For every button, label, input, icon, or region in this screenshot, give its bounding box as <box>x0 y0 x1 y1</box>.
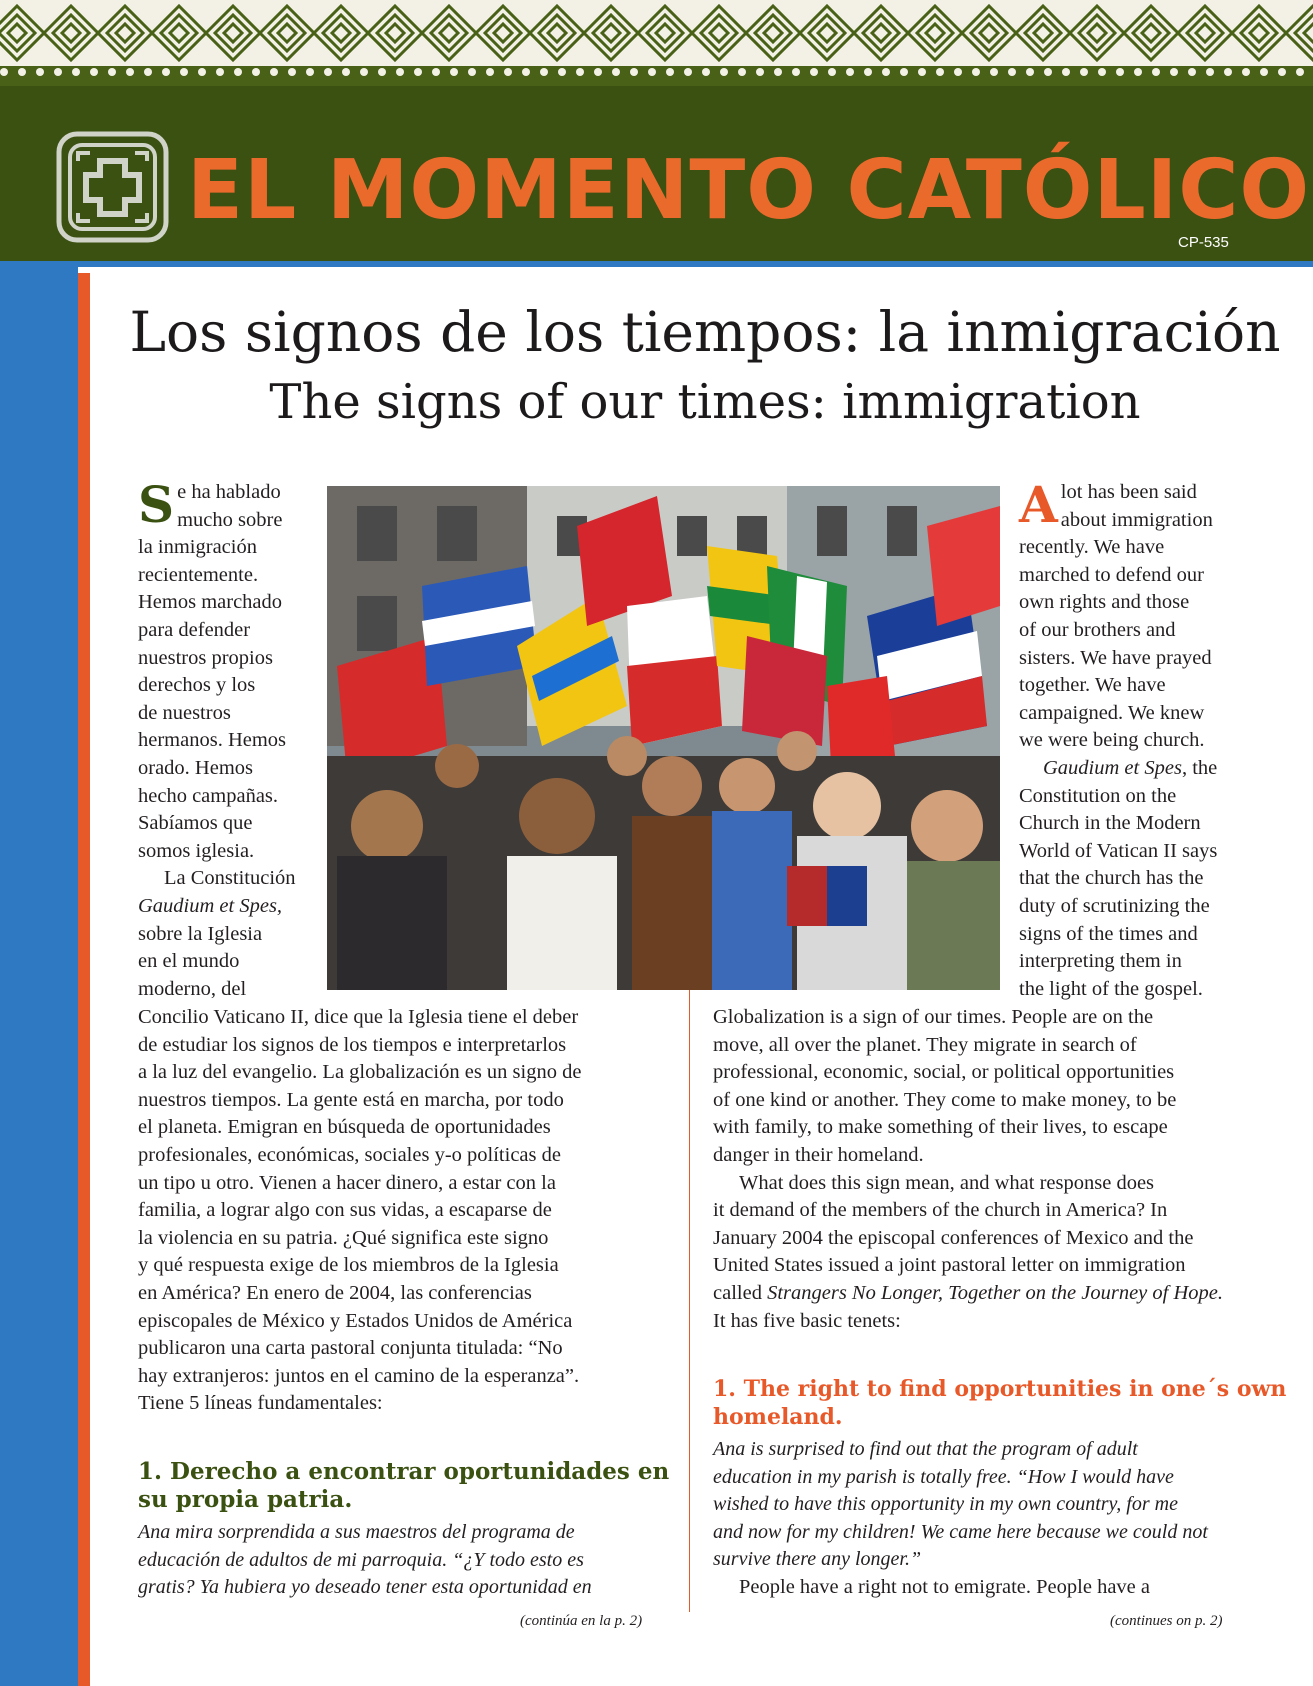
pattern-bead <box>936 68 944 76</box>
pattern-bead <box>1260 68 1268 76</box>
text-line: mucho sobre <box>177 508 283 531</box>
text-line: la inmigración <box>138 536 257 559</box>
english-intro <box>1019 475 1249 1003</box>
text-line: recently. We have <box>1019 536 1165 559</box>
text-line: the light of the gospel. <box>1019 977 1203 1000</box>
heading-line: su propia patria. <box>138 1486 353 1513</box>
pattern-bead <box>864 68 872 76</box>
text-line: survive there any longer.” <box>713 1548 922 1571</box>
continued-spanish: (continúa en la p. 2) <box>520 1613 643 1629</box>
pattern-bead <box>1080 68 1088 76</box>
pattern-bead <box>1008 68 1016 76</box>
pattern-bead <box>216 68 224 76</box>
pattern-bead <box>594 68 602 76</box>
text-line: Concilio Vaticano II, dice que la Iglesia tiene el deber <box>138 1006 579 1028</box>
pattern-bead <box>234 68 242 76</box>
pattern-bead <box>756 68 764 76</box>
pattern-bead <box>36 68 44 76</box>
pattern-bead <box>0 68 8 76</box>
text-line: It has five basic tenets: <box>713 1309 901 1332</box>
text-line: Ana is surprised to find out that the program of adult <box>713 1438 1138 1460</box>
section-heading-english <box>713 1375 1286 1431</box>
pattern-bead <box>738 68 746 76</box>
pattern-bead <box>648 68 656 76</box>
pattern-bead <box>198 68 206 76</box>
pattern-bead <box>486 68 494 76</box>
text-line: together. We have <box>1019 674 1166 697</box>
text-line: derechos y los <box>138 674 256 697</box>
text-line: sobre la Iglesia <box>138 922 263 945</box>
pattern-bead <box>918 68 926 76</box>
pattern-bead <box>90 68 98 76</box>
text-line: gratis? Ya hubiera yo deseado tener esta oportunidad en <box>138 1576 592 1599</box>
text-line: United States issued a joint pastoral letter on immigration <box>713 1254 1186 1277</box>
pattern-bead <box>342 68 350 76</box>
text-line: La Constitución <box>164 867 296 890</box>
text-line: with family, to make something of their lives, to escape <box>713 1116 1168 1139</box>
pattern-bead <box>360 68 368 76</box>
pattern-bead <box>1296 68 1304 76</box>
column-divider <box>689 990 690 1612</box>
text-line: of one kind or another. They come to make money, to be <box>713 1088 1177 1111</box>
text-line: a la luz del evangelio. La globalización es un signo de <box>138 1061 582 1084</box>
text-line: orado. Hemos <box>138 756 254 779</box>
pattern-bead <box>432 68 440 76</box>
pattern-bead <box>954 68 962 76</box>
text-line: la violencia en su patria. ¿Qué significa este signo <box>138 1226 549 1249</box>
text-line: para defender <box>138 618 251 641</box>
text-line: Constitution on the <box>1019 784 1177 807</box>
masthead <box>0 86 1313 261</box>
side-bar-orange <box>78 273 90 1686</box>
pattern-bead <box>540 68 548 76</box>
section-heading-spanish <box>138 1458 669 1514</box>
pattern-bead <box>828 68 836 76</box>
pattern-bead <box>1062 68 1070 76</box>
text-line: moderno, del <box>138 977 247 1000</box>
text-line: hay extranjeros: juntos en el camino de la esperanza”. <box>138 1364 580 1387</box>
heading-line: 1. Derecho a encontrar oportunidades en <box>138 1458 670 1485</box>
pattern-bead <box>1134 68 1142 76</box>
pattern-bead <box>990 68 998 76</box>
text-line: profesionales, económicas, sociales y-o políticas de <box>138 1143 561 1166</box>
pattern-bead <box>576 68 584 76</box>
pattern-bead <box>900 68 908 76</box>
text-line: signs of the times and <box>1019 922 1198 945</box>
pattern-bead <box>792 68 800 76</box>
march-photo-icon <box>327 486 1000 990</box>
spanish-body <box>138 1004 581 1418</box>
text-line: educación de adultos de mi parroquia. “¿Y todo esto es <box>138 1548 584 1571</box>
pattern-bead <box>1026 68 1034 76</box>
pattern-bead <box>252 68 260 76</box>
pattern-bead <box>666 68 674 76</box>
pattern-bead <box>846 68 854 76</box>
pattern-bead <box>1224 68 1232 76</box>
text-line: recientemente. <box>138 563 259 586</box>
text-line: move, all over the planet. They migrate in search of <box>713 1033 1137 1056</box>
decorative-pattern-band <box>0 0 1313 86</box>
text-line: it demand of the members of the church in America? In <box>713 1199 1168 1222</box>
text-line: What does this sign mean, and what response does <box>739 1171 1155 1194</box>
text-line: Gaudium et Spes, <box>138 894 283 917</box>
text-line: en el mundo <box>138 950 240 973</box>
pattern-bead <box>810 68 818 76</box>
pattern-bead <box>1152 68 1160 76</box>
pattern-bead <box>288 68 296 76</box>
text-line: Gaudium et Spes, the <box>1043 756 1218 779</box>
pattern-bead <box>630 68 638 76</box>
text-line: e ha hablado <box>177 481 281 503</box>
text-line: campaigned. We knew <box>1019 701 1205 724</box>
text-line: de estudiar los signos de los tiempos e interpretarlos <box>138 1033 567 1056</box>
text-line: un tipo u otro. Vienen a hacer dinero, a estar con la <box>138 1171 556 1194</box>
pattern-bead <box>684 68 692 76</box>
pattern-bead <box>126 68 134 76</box>
pattern-bead <box>558 68 566 76</box>
masthead-title: EL MOMENTO CATÓLICO <box>187 143 1311 238</box>
pattern-bead <box>522 68 530 76</box>
dropcap-spanish: S <box>138 475 175 534</box>
english-final-line: People have a right not to emigrate. People have a <box>739 1576 1151 1598</box>
pattern-bead <box>72 68 80 76</box>
text-line: danger in their homeland. <box>713 1143 924 1166</box>
headline-english: The signs of our times: immigration <box>269 374 1141 430</box>
pattern-bead <box>1278 68 1286 76</box>
text-line: wished to have this opportunity in my own country, for me <box>713 1493 1178 1516</box>
text-line: el planeta. Emigran en búsqueda de oportunidades <box>138 1116 551 1139</box>
pattern-bead <box>774 68 782 76</box>
text-line: Sabíamos que <box>138 812 253 835</box>
pattern-bead <box>1170 68 1178 76</box>
pattern-bead <box>162 68 170 76</box>
text-line: publicaron una carta pastoral conjunta titulada: “No <box>138 1337 563 1360</box>
text-line: Church in the Modern <box>1019 812 1201 835</box>
pattern-bead <box>108 68 116 76</box>
pattern-bead <box>972 68 980 76</box>
pattern-bead <box>324 68 332 76</box>
pattern-bead <box>306 68 314 76</box>
pattern-bead <box>378 68 386 76</box>
pattern-bead <box>1206 68 1214 76</box>
continued-english: (continues on p. 2) <box>1110 1613 1223 1629</box>
english-body <box>713 1004 1223 1335</box>
issue-code: CP-535 <box>1178 234 1229 251</box>
text-line: familia, a lograr algo con sus vidas, a escaparse de <box>138 1199 552 1222</box>
masthead-blue-rule <box>0 261 1313 267</box>
text-line: interpreting them in <box>1019 950 1182 973</box>
text-line: called Strangers No Longer, Together on the Journey of Hope. <box>713 1281 1223 1304</box>
pattern-bead <box>720 68 728 76</box>
text-line: professional, economic, social, or political opportunities <box>713 1061 1175 1084</box>
headline-spanish: Los signos de los tiempos: la inmigración <box>129 300 1281 364</box>
pattern-bead <box>1188 68 1196 76</box>
text-line: nuestros propios <box>138 646 273 669</box>
heading-line: homeland. <box>713 1404 843 1430</box>
heading-line: 1. The right to find opportunities in one´s own <box>713 1376 1287 1402</box>
text-line: lot has been said <box>1060 481 1197 503</box>
text-line: of our brothers and <box>1019 618 1176 641</box>
spanish-intro <box>138 475 318 1003</box>
text-line: Tiene 5 líneas fundamentales: <box>138 1392 383 1415</box>
dropcap-english: A <box>1019 475 1058 534</box>
text-line: we were being church. <box>1019 729 1205 752</box>
pattern-bead <box>450 68 458 76</box>
pattern-bead <box>18 68 26 76</box>
story-english <box>713 1436 1208 1574</box>
pattern-bead <box>1044 68 1052 76</box>
pattern-bead <box>1098 68 1106 76</box>
side-bar-blue <box>0 267 78 1686</box>
pattern-bead <box>414 68 422 76</box>
text-line: Globalization is a sign of our times. People are on the <box>713 1006 1154 1028</box>
text-line: sisters. We have prayed <box>1019 646 1212 669</box>
text-line: education in my parish is totally free. “How I would have <box>713 1465 1174 1488</box>
text-line: hermanos. Hemos <box>138 729 287 752</box>
text-line: nuestros tiempos. La gente está en marcha, por todo <box>138 1088 564 1111</box>
text-line: episcopales de México y Estados Unidos de América <box>138 1309 573 1332</box>
text-line: Ana mira sorprendida a sus maestros del programa de <box>138 1521 575 1543</box>
pattern-bead <box>270 68 278 76</box>
zigzag-pattern-icon <box>0 0 1313 86</box>
text-line: hecho campañas. <box>138 784 279 807</box>
pattern-bead <box>612 68 620 76</box>
pattern-bead <box>144 68 152 76</box>
pattern-bead <box>396 68 404 76</box>
text-line: Hemos marchado <box>138 591 283 614</box>
pattern-bead <box>882 68 890 76</box>
text-line: y qué respuesta exige de los miembros de la Iglesia <box>138 1254 559 1277</box>
pattern-bead <box>702 68 710 76</box>
text-line: own rights and those <box>1019 591 1190 614</box>
pattern-bead <box>54 68 62 76</box>
text-line: de nuestros <box>138 701 231 724</box>
text-line: January 2004 the episcopal conferences of Mexico and the <box>713 1226 1194 1249</box>
pattern-bead <box>180 68 188 76</box>
pattern-bead <box>468 68 476 76</box>
pattern-bead <box>504 68 512 76</box>
pattern-bead <box>1116 68 1124 76</box>
pattern-bead <box>1242 68 1250 76</box>
cross-logo-icon <box>56 131 169 243</box>
story-spanish <box>138 1519 592 1602</box>
text-line: World of Vatican II says <box>1019 839 1218 862</box>
text-line: en América? En enero de 2004, las conferencias <box>138 1281 532 1304</box>
text-line: somos iglesia. <box>138 839 255 862</box>
text-line: that the church has the <box>1019 867 1204 890</box>
text-line: marched to defend our <box>1019 563 1204 586</box>
text-line: about immigration <box>1060 508 1213 531</box>
text-line: duty of scrutinizing the <box>1019 894 1210 917</box>
text-line: and now for my children! We came here because we could not <box>713 1520 1208 1543</box>
